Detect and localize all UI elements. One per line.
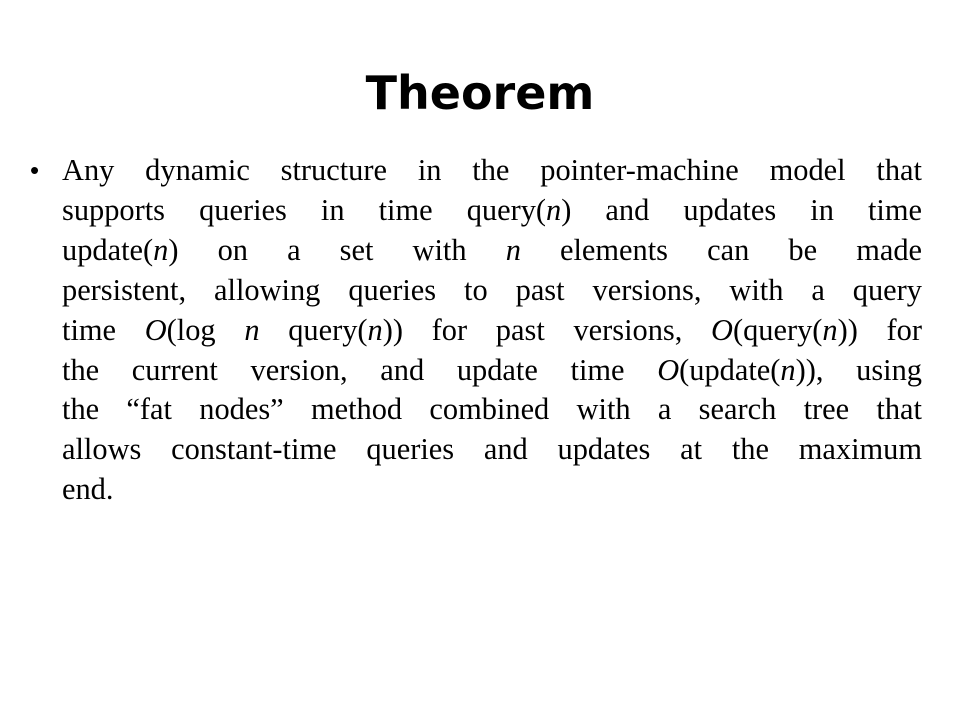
text-line — [62, 430, 922, 470]
text-segment: ) on a set with — [168, 232, 506, 267]
text-segment: (query( — [732, 312, 823, 347]
text-segment: )), using — [795, 352, 922, 387]
text-segment: the “fat nodes” method combined with a search tree that — [62, 392, 922, 427]
text-segment: allows constant-time queries and updates at the maximum — [62, 432, 922, 467]
italic-math-symbol: O — [657, 352, 680, 387]
text-segment: )) for past versions, — [382, 312, 712, 347]
text-segment: Any dynamic structure in the pointer-machine model that — [62, 153, 922, 187]
text-line — [62, 271, 922, 311]
italic-math-symbol: n — [546, 192, 562, 227]
italic-math-symbol: n — [153, 232, 169, 267]
text-line — [62, 311, 922, 351]
italic-math-symbol: n — [505, 232, 521, 267]
slide-title: Theorem — [365, 66, 595, 120]
text-segment: time — [62, 312, 145, 347]
text-line — [62, 351, 922, 391]
italic-math-symbol: n — [367, 312, 383, 347]
bullet-icon: • — [30, 155, 40, 185]
text-segment: )) for — [837, 312, 922, 347]
text-segment: elements can be made — [520, 232, 923, 267]
text-segment: query( — [259, 312, 368, 347]
italic-math-symbol: n — [780, 352, 796, 387]
text-segment: (log — [166, 312, 245, 347]
text-segment: (update( — [679, 352, 781, 387]
italic-math-symbol: n — [244, 312, 260, 347]
text-line — [62, 191, 922, 231]
text-line — [62, 231, 922, 271]
text-segment: supports queries in time query( — [62, 192, 547, 227]
bullet-item-theorem — [30, 151, 922, 510]
text-segment: ) and updates in time — [561, 192, 922, 227]
text-line — [62, 151, 922, 191]
text-line — [62, 390, 922, 430]
italic-math-symbol: O — [711, 312, 733, 347]
text-segment: the current version, and update time — [62, 352, 658, 387]
text-segment: update( — [62, 232, 154, 267]
italic-math-symbol: O — [144, 312, 167, 347]
text-segment: persistent, allowing queries to past versions, with a query — [62, 272, 922, 307]
text-line — [62, 470, 922, 510]
italic-math-symbol: n — [822, 312, 838, 347]
bullet-list — [30, 151, 922, 510]
theorem-text — [62, 151, 922, 510]
text-segment: end. — [62, 472, 114, 507]
